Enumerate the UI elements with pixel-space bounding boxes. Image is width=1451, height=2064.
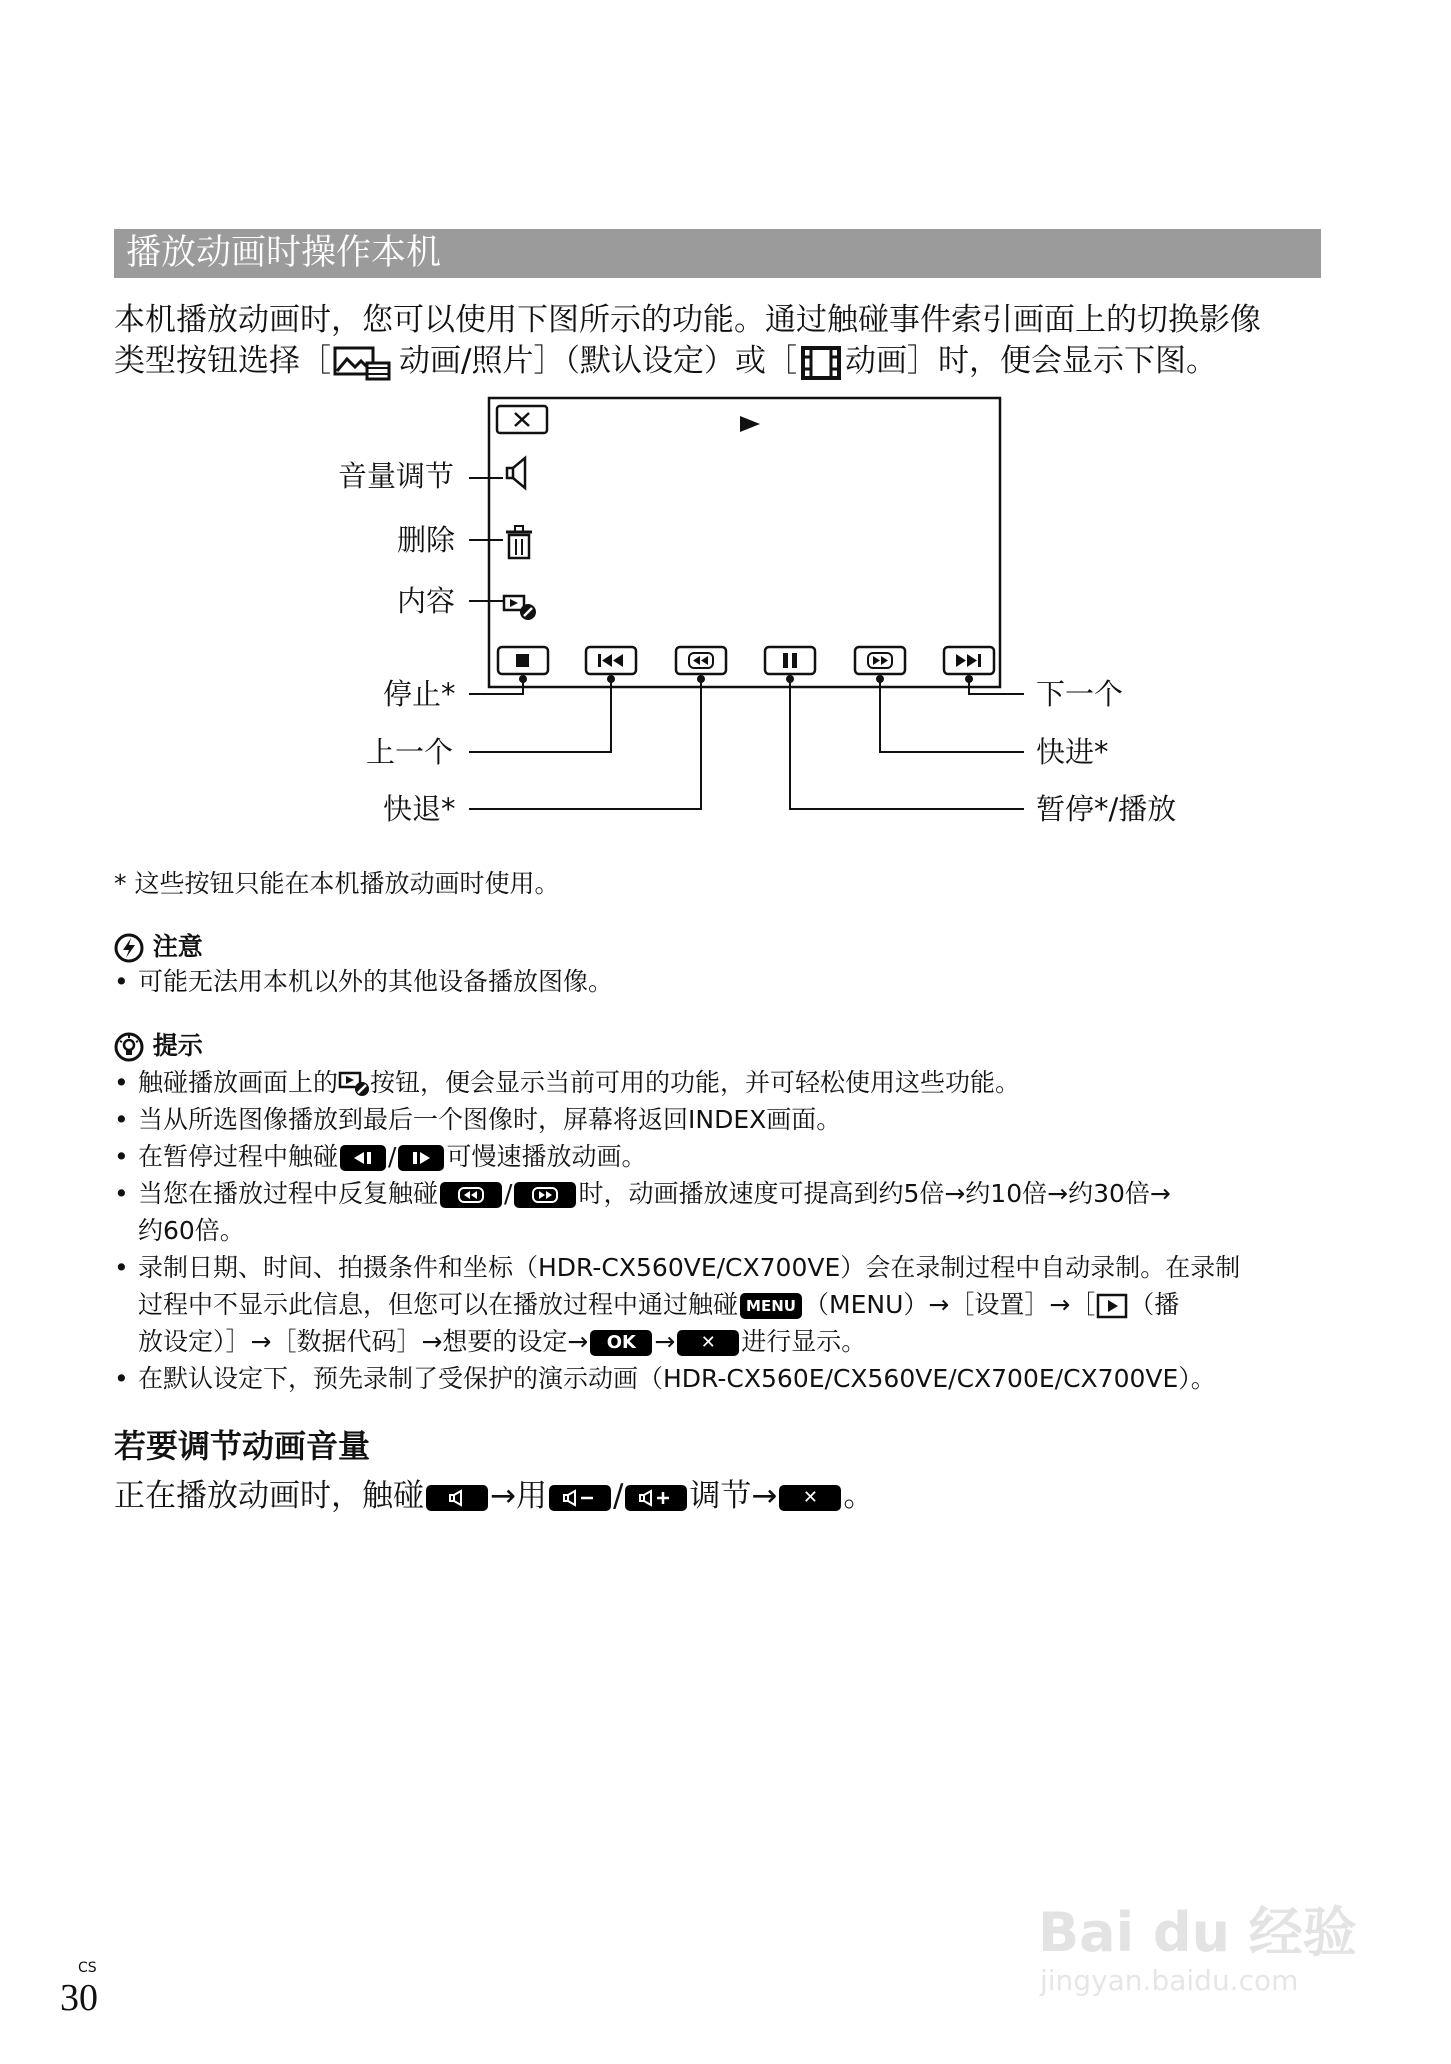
rewind-icon (440, 1182, 502, 1208)
pause-button-icon (765, 647, 815, 674)
content-icon (338, 1070, 370, 1098)
label-previous: 上一个 (366, 735, 454, 769)
rewind-button-icon (676, 647, 726, 674)
label-next: 下一个 (1036, 677, 1124, 711)
stop-button-icon (498, 647, 548, 674)
intro-line-1: 本机播放动画时，您可以使用下图所示的功能。通过触碰事件索引画面上的切换影像 (114, 302, 1261, 338)
tip-item-continued: 约60倍。 (138, 1216, 245, 1245)
baidu-watermark-url: jingyan.baidu.com (1040, 1964, 1299, 1997)
volume-up-icon (625, 1485, 687, 1511)
volume-down-icon (549, 1485, 611, 1511)
menu-button-icon: MENU (740, 1293, 802, 1319)
close-icon: ✕ (677, 1330, 739, 1356)
section-title: 播放动画时操作本机 (126, 233, 442, 273)
label-stop: 停止* (383, 677, 456, 711)
close-icon: ✕ (779, 1485, 841, 1511)
page-number: 30 (60, 1977, 98, 2019)
playback-diagram (0, 0, 1451, 880)
label-rewind: 快退* (383, 792, 456, 826)
tip-item: • 当您在播放过程中反复触碰 / 时，动画播放速度可提高到约5倍→约10倍→约30倍→ (114, 1179, 1171, 1208)
label-pause-play: 暂停*/播放 (1036, 792, 1177, 826)
fast-forward-button-icon (855, 647, 905, 674)
tip-item: • 在默认设定下，预先录制了受保护的演示动画（HDR-CX560E/CX560VE/CX700E/CX700VE）。 (114, 1364, 1216, 1393)
previous-button-icon (586, 647, 636, 674)
playback-settings-icon (1095, 1292, 1129, 1320)
screen-frame (489, 398, 1000, 687)
volume-instruction: 正在播放动画时，触碰 →用 / 调节→ ✕ 。 (114, 1478, 875, 1514)
baidu-watermark-logo: Bai du 经验 (1038, 1901, 1357, 1964)
tip-item: • 触碰播放画面上的 按钮，便会显示当前可用的功能，并可轻松使用这些功能。 (114, 1068, 1021, 1097)
tip-item: • 录制日期、时间、拍摄条件和坐标（HDR-CX560VE/CX700VE）会在录制过程中自动录制。在录制 (114, 1253, 1241, 1282)
next-button-icon (944, 647, 994, 674)
tips-heading: 提示 (114, 1029, 203, 1062)
tip-item-continued: 过程中不显示此信息，但您可以在播放过程中通过触碰 MENU （MENU）→［设置］→［ （播 (138, 1290, 1180, 1319)
label-delete: 删除 (397, 523, 456, 557)
note-heading: 注意 (114, 930, 203, 963)
tip-item-continued: 放设定）］→［数据代码］→想要的设定→ OK → ✕ 进行显示。 (138, 1327, 867, 1356)
footnote: * 这些按钮只能在本机播放动画时使用。 (114, 869, 560, 898)
intro-line-2: 类型按钮选择［ 动画/照片］（默认设定）或［ 动画］时，便会显示下图。 (114, 343, 1217, 379)
slow-forward-icon (398, 1145, 444, 1171)
label-fast-forward: 快进* (1036, 735, 1109, 769)
note-item: • 可能无法用本机以外的其他设备播放图像。 (114, 967, 614, 996)
slow-reverse-icon (340, 1145, 386, 1171)
ok-button-icon: OK (590, 1330, 652, 1356)
fast-forward-icon (514, 1182, 576, 1208)
label-volume: 音量调节 (338, 459, 455, 493)
lightbulb-icon (114, 1032, 144, 1062)
label-content: 内容 (397, 584, 456, 618)
tip-item: • 在暂停过程中触碰 / 可慢速播放动画。 (114, 1142, 647, 1171)
volume-heading: 若要调节动画音量 (114, 1427, 371, 1465)
caution-icon (114, 933, 144, 963)
tip-item: • 当从所选图像播放到最后一个图像时，屏幕将返回INDEX画面。 (114, 1105, 842, 1134)
page-language: CS (78, 1960, 97, 1976)
close-button-icon (497, 406, 547, 433)
volume-icon (426, 1485, 488, 1511)
